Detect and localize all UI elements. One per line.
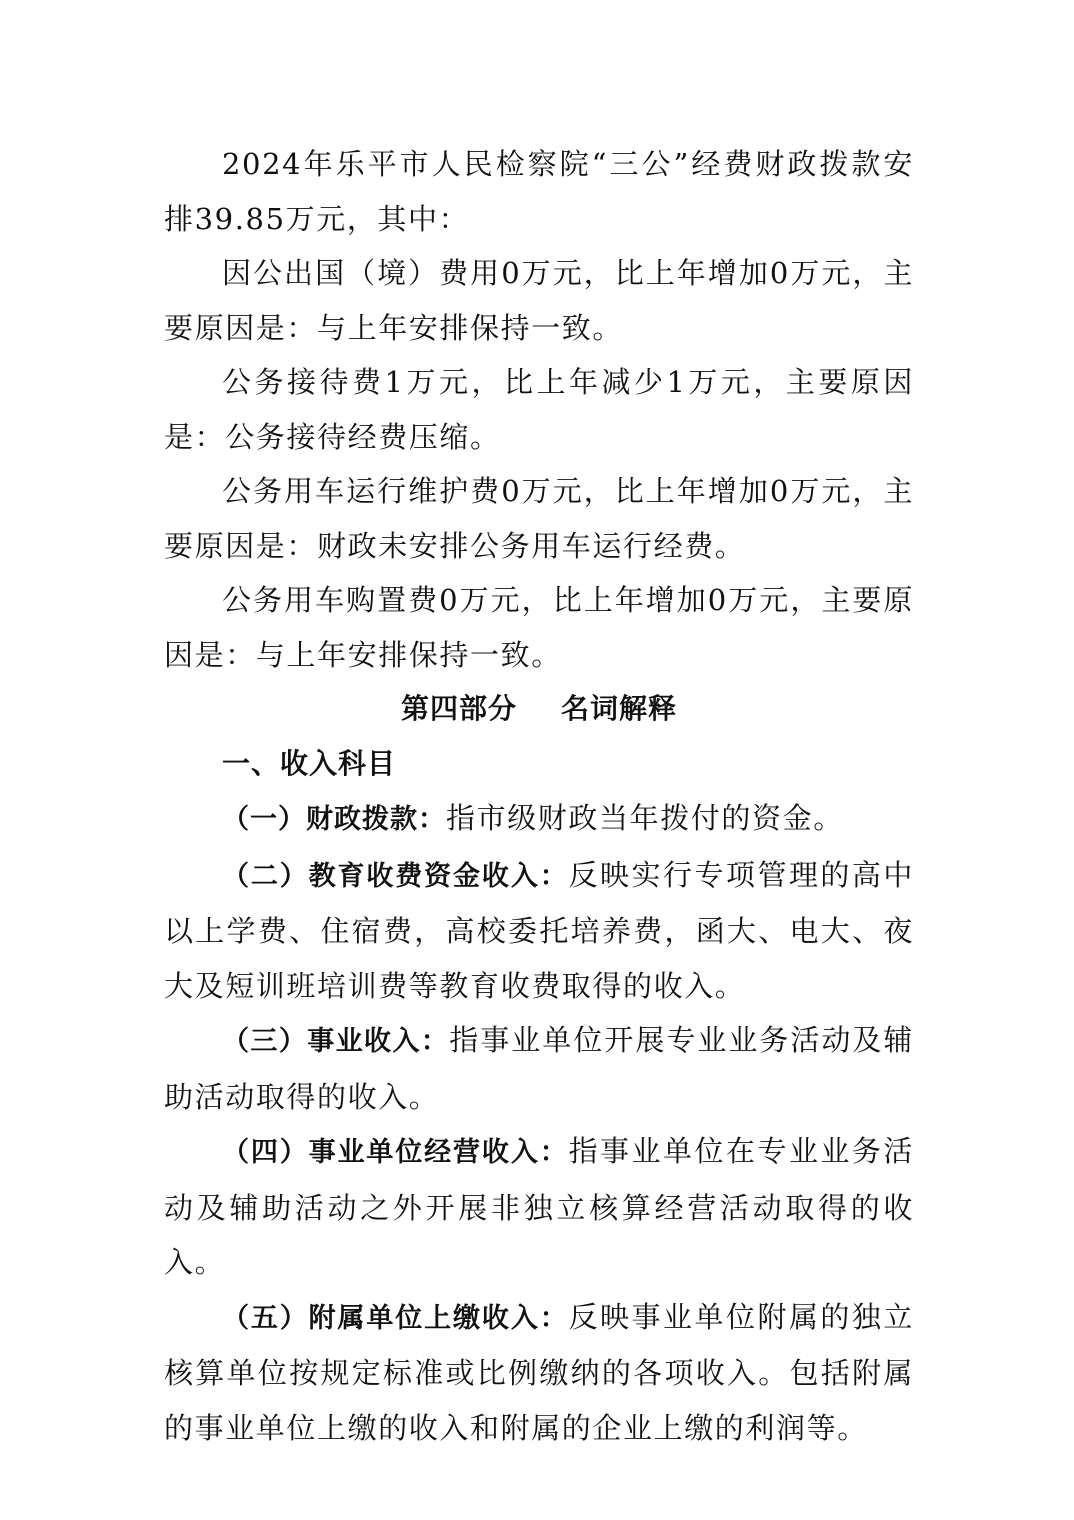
definition-text: 指事业单位在专业业务活动及辅助活动之外开展非独立核算经营活动取得的收入。 [164, 1134, 914, 1279]
definition-text: 指事业单位开展专业业务活动及辅助活动取得的收入。 [164, 1023, 914, 1114]
paragraph-overseas-travel: 因公出国（境）费用0万元，比上年增加0万元，主要原因是：与上年安排保持一致。 [164, 256, 914, 345]
heading-income-items: 一、收入科目 [222, 746, 397, 780]
definition-term: （三）事业收入： [222, 1026, 450, 1057]
section-title [164, 682, 914, 737]
document-page [164, 137, 914, 1455]
definition-term: （四）事业单位经营收入： [222, 1137, 569, 1168]
paragraph-reception: 公务接待费1万元，比上年减少1万元，主要原因是：公务接待经费压缩。 [164, 365, 914, 454]
section-name: 名词解释 [561, 692, 678, 725]
paragraph-vehicle-maintenance: 公务用车运行维护费0万元，比上年增加0万元，主要原因是：财政未安排公务用车运行经费。 [164, 474, 914, 563]
definition-term: （一）财政拨款： [222, 804, 446, 835]
paragraph-vehicle-purchase: 公务用车购置费0万元，比上年增加0万元，主要原因是：与上年安排保持一致。 [164, 583, 914, 672]
section-part: 第四部分 [400, 692, 517, 725]
paragraph-sangong-total: 2024年乐平市人民检察院“三公”经费财政拨款安排39.85万元，其中： [164, 147, 914, 236]
definition-term: （二）教育收费资金收入： [222, 860, 569, 892]
definition-operating-income [164, 1124, 914, 1290]
definition-fiscal-appropriation [164, 791, 914, 848]
definition-affiliated-unit-income [164, 1290, 914, 1456]
definition-education-fee-income [164, 848, 914, 1014]
definition-text: 反映事业单位附属的独立核算单位按规定标准或比例缴纳的各项收入。包括附属的事业单位上缴的收入和附属的企业上缴的利润等。 [164, 1299, 914, 1445]
definition-term: （五）附属单位上缴收入： [222, 1302, 569, 1334]
definition-text: 指市级财政当年拨付的资金。 [446, 801, 844, 835]
definition-business-income [164, 1013, 914, 1124]
definition-text: 反映实行专项管理的高中以上学费、住宿费，高校委托培养费，函大、电大、夜大及短训班培训费等教育收费取得的收入。 [164, 857, 914, 1003]
